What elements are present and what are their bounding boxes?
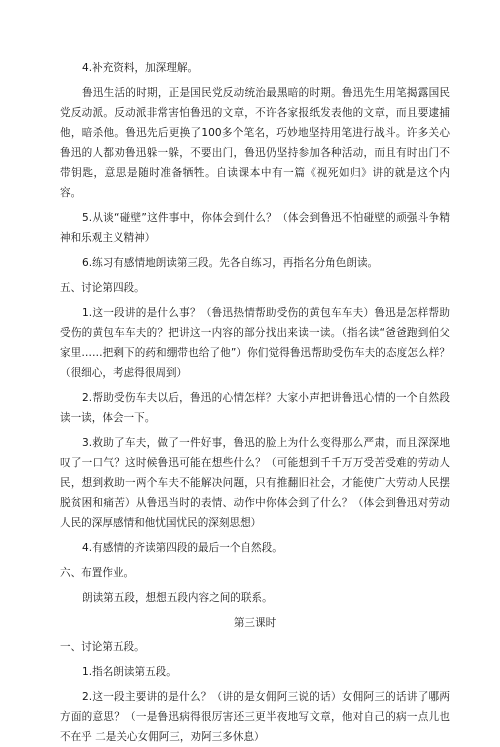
paragraph-background: 鲁迅生活的时期，正是国民党反动统治最黑暗的时期。鲁迅先生用笔揭露国民党反动派。反动派非常害怕鲁迅的文章，不许各家报纸发表他的文章，而且要逮捕他，暗杀他。鲁迅先后更换了100多个笔名，巧妙地坚持用笔进行战斗。许多关心鲁迅的人都劝鲁迅躲一躲，不要出门，鲁迅仍坚持参加各种活动，而且有时出门不带钥匙，意思是随时准备牺牲。自读课本中有一篇《视死如归》讲的就是这个内容。 (60, 87, 450, 199)
paragraph-l3-q2: 2.这一段主要讲的是什么？（讲的是女佣阿三说的话）女佣阿三的话讲了哪两方面的意思？（一是鲁迅病得很厉害还三更半夜地写文章，他对自己的病一点儿也不在乎 二是关心女佣阿三，劝阿三多休息） (60, 691, 450, 743)
paragraph-l3-q1: 1.指名朗读第五段。 (82, 666, 177, 678)
paragraph-question-5: 5.从谈“碰壁”这件事中，你体会到什么？（体会到鲁迅不怕碰壁的顽强斗争精神和乐观主义精神） (60, 212, 450, 244)
section-heading-one: 一、讨论第五段。 (60, 641, 145, 653)
lesson-title: 第三课时 (233, 617, 277, 629)
paragraph-s5-q4: 4.有感情的齐读第四段的最后一个自然段。 (82, 542, 283, 554)
paragraph-s5-q1: 1.这一段讲的是什么事？（鲁迅热情帮助受伤的黄包车车夫）鲁迅是怎样帮助受伤的黄包车车夫的？把讲这一内容的部分找出来读一读。（指名读“爸爸跑到伯父家里……把剩下的药和绷带也给了他”）你们觉得鲁迅帮助受伤车夫的态度怎么样？（很细心，考虑得很周到） (60, 307, 450, 379)
paragraph-s5-q3: 3.救助了车夫，做了一件好事，鲁迅的脸上为什么变得那么严肃，而且深深地叹了一口气？这时候鲁迅可能在想些什么？（可能想到千千万万受苦受难的劳动人民，想到救助一两个车夫不能解决问题，只有推翻旧社会，才能使广大劳动人民摆脱贫困和痛苦）从鲁迅当时的表情、动作中你体会到了什么？（体会到鲁迅对劳动人民的深厚感情和他忧国忧民的深刻思想） (60, 437, 450, 529)
paragraph-homework: 朗读第五段，想想五段内容之间的联系。 (82, 592, 273, 604)
section-heading-six: 六、布置作业。 (60, 567, 135, 579)
section-heading-five: 五、讨论第四段。 (60, 282, 145, 294)
paragraph-supplement-heading: 4.补充资料，加深理解。 (82, 62, 199, 74)
paragraph-question-6: 6.练习有感情地朗读第三段。先各自练习，再指名分角色朗读。 (82, 257, 379, 269)
paragraph-s5-q2: 2.帮助受伤车夫以后，鲁迅的心情怎样？大家小声把讲鲁迅心情的一个自然段读一读，体会一下。 (60, 392, 450, 424)
